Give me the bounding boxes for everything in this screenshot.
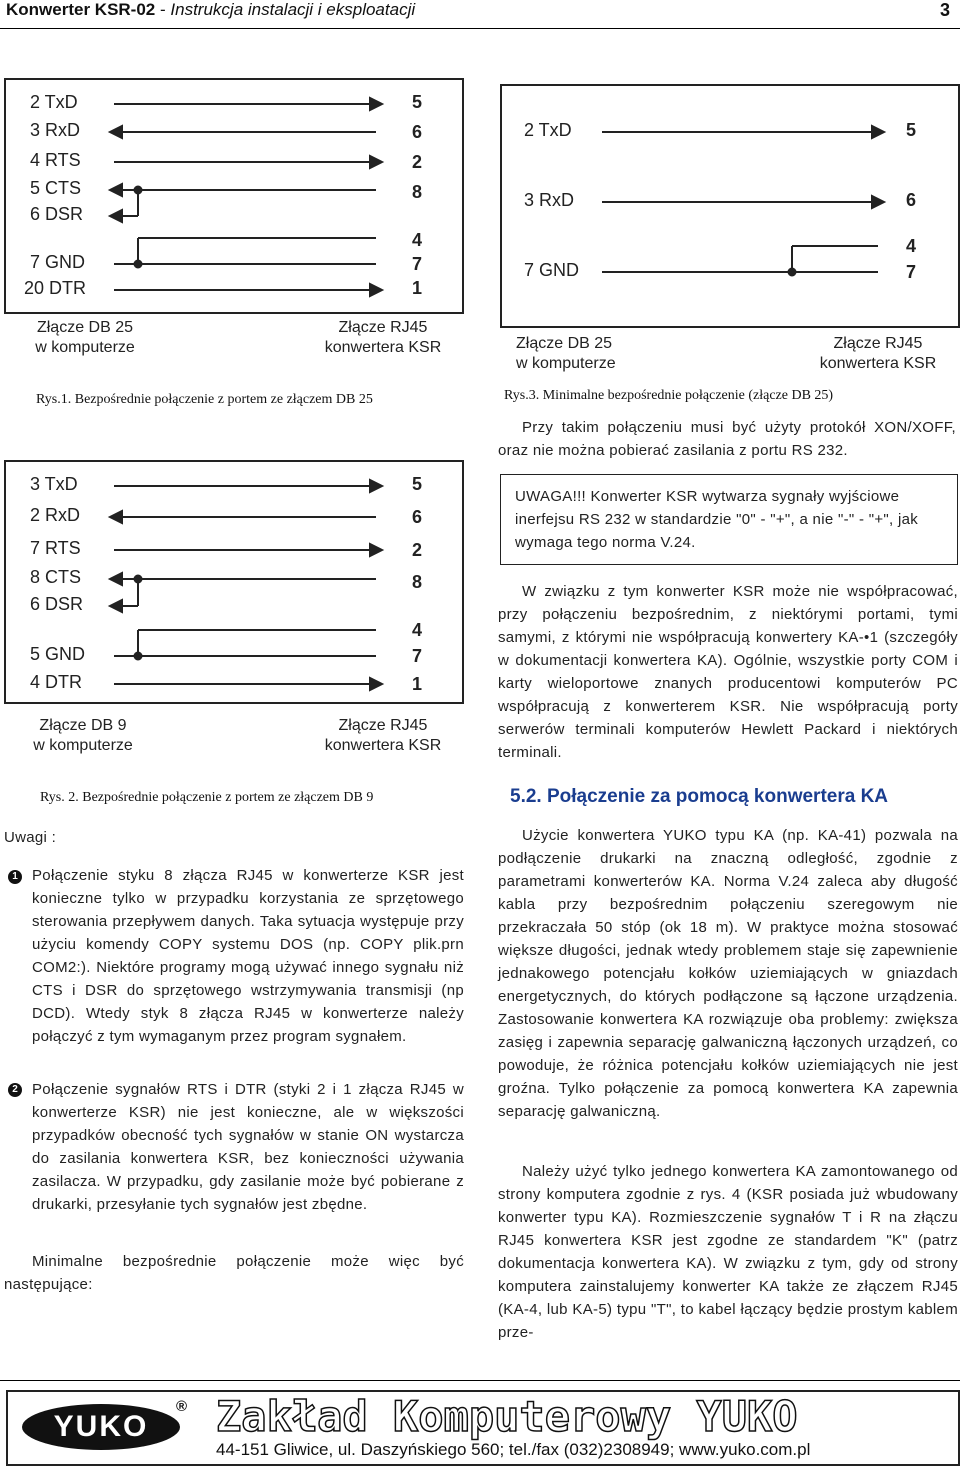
fig3-right-caption: Złącze RJ45 konwertera KSR [819, 335, 937, 372]
header-rule [0, 28, 960, 29]
title-separator: - [160, 0, 166, 19]
fig3-pin-1: 2 TxD [524, 120, 572, 140]
fig2-pin-6: 5 GND [30, 644, 86, 664]
fig1-right-caption: Złącze RJ45 konwertera KSR [324, 319, 442, 356]
fig1-pin-7: 20 DTR [24, 278, 87, 298]
fig2-right-caption: Złącze RJ45 konwertera KSR [324, 717, 442, 754]
fig1-pin-4: 5 CTS [30, 178, 82, 198]
fig2-num-2: 6 [412, 507, 423, 527]
fig2-num-4: 8 [412, 572, 423, 592]
fig2-left-caption: Złącze DB 9 w komputerze [33, 717, 133, 754]
note-2-marker: 2 [8, 1083, 22, 1097]
footer-box [6, 1390, 960, 1466]
fig2-num-7: 1 [412, 674, 423, 694]
fig3-num-4: 7 [906, 262, 917, 282]
compat-paragraph: W związku z tym konwerter KSR może nie współpracować, przy połączeniu bezpośrednim, z niektórymi portami, tymi samymi, z którymi nie współpracują konwertery KA-•1 (szczegóły w dokumentacji konwertera KA). Ogólnie, wszystkie porty COM i karty wieloportowe znanych producentowi komputerów PC współpracują z konwerterem KSR. Nie współpracują porty serwerów terminali komputerów Hewlett Packard i niektórych terminali. [498, 583, 958, 761]
ka-mounting-paragraph: Należy użyć tylko jednego konwertera KA zamontowanego od strony komputera zgodnie z rys. 4 (KSR posiada już wbudowany konwerter typu KA). Rozmieszczenie sygnałów T i R na złączu RJ45 konwertera KSR jest zgodne ze standardem "K" (patrz dokumentacja konwertera KA). W związku z tym, gdy od strony komputera zainstalujemy konwerter KA także ze złączem RJ45 (KA-4, lub KA-5) typu "T", to kabel łączący będzie prostym kablem prze- [498, 1163, 958, 1341]
fig1-num-7: 1 [412, 278, 423, 298]
page-number: 3 [939, 0, 950, 20]
fig1-caption: Rys.1. Bezpośrednie połączenie z portem ze złączem DB 25 [36, 392, 373, 407]
fig2-num-1: 5 [412, 474, 423, 494]
fig2-pin-7: 4 DTR [30, 672, 83, 692]
section-heading: 5.2. Połączenie za pomocą konwertera KA [510, 786, 889, 807]
fig2-pin-3: 7 RTS [30, 538, 81, 558]
note-2-text: Połączenie sygnałów RTS i DTR (styki 2 i 1 złącza RJ45 w konwerterze KSR) nie jest konieczne, ale w większości przypadków obecność tych sygnałów w stanie ON wystarcza do zasilania konwertera KSR, bez konieczności używania zasilacza. W przypadku, gdy zasilanie może być pobierane z drukarki, przesyłanie tych sygnałów jest zbędne. [32, 1081, 464, 1213]
figure-2-diagram [4, 460, 464, 704]
yuko-logo [22, 1404, 180, 1450]
fig1-num-3: 2 [412, 152, 423, 172]
fig2-num-5: 4 [412, 620, 423, 640]
fig1-num-6: 7 [412, 254, 423, 274]
fig3-caption: Rys.3. Minimalne bezpośrednie połączenie (złącze DB 25) [504, 388, 834, 403]
fig1-num-2: 6 [412, 122, 423, 142]
registered-mark: ® [176, 1398, 188, 1415]
figure-3-diagram [500, 84, 960, 328]
fig1-pin-1: 2 TxD [30, 92, 78, 112]
note-1-text: Połączenie styku 8 złącza RJ45 w konwerterze KSR jest konieczne tylko w przypadku korzystania ze sprzętowego sterowania przepływem danych. Taka sytuacja występuje przy użyciu komendy COPY systemu DOS (np. COPY plik.prn COM2:). Niektóre programy mogą używać innego sygnału niż CTS i DSR do sprzętowego wstrzymywania transmisji (np DCD). Wtedy styk 8 złącza RJ45 w konwerterze należy połączyć z tym wymaganym przez program sygnałem. [32, 867, 464, 1045]
note-1-marker: 1 [8, 870, 22, 884]
fig1-pin-6: 7 GND [30, 252, 86, 272]
fig2-pin-1: 3 TxD [30, 474, 78, 494]
warning-box [500, 474, 958, 565]
fig2-pin-4: 8 CTS [30, 567, 82, 587]
fig3-num-1: 5 [906, 120, 917, 140]
fig3-num-2: 6 [906, 190, 917, 210]
fig1-num-1: 5 [412, 92, 423, 112]
figure-1-diagram [4, 78, 464, 314]
fig1-pin-3: 4 RTS [30, 150, 81, 170]
fig3-pin-2: 3 RxD [524, 190, 575, 210]
company-name: Zakład Komputerowy YUKO [216, 1392, 798, 1441]
fig3-pin-3: 7 GND [524, 260, 580, 280]
logo-text: YUKO [53, 1410, 149, 1443]
ka-paragraph: Użycie konwertera YUKO typu KA (np. KA-41) pozwala na podłączenie drukarki na znaczną odległość, zgodnie z parametrami konwerterów KA. Norma V.24 zaleca aby długość kabla przy bezpośrednim połączeniu szeregowym nie przekraczała 50 stóp (ok 18 m). W praktyce można stosować większe długości, jednak wtedy problemem staje się zapewnienie jednakowego potencjału kołków uziemiających w gniazdach energetycznych, do których podłączone są łączone urządzenia. Zastosowanie konwertera KA rozwiązuje oba problemy: zwiększa zasięg i zapewnia separację galwaniczną łączonych urządzeń, co powoduje, że różnica potencjału kołków uziemiających nie jest groźna. Tylko połączenie za pomocą konwertera KA zapewnia separację galwaniczną. [498, 827, 958, 1120]
fig1-pin-5: 6 DSR [30, 204, 84, 224]
fig2-caption: Rys. 2. Bezpośrednie połączenie z portem ze złączem DB 9 [40, 790, 374, 805]
page-header [6, 0, 956, 24]
warning-text: UWAGA!!! Konwerter KSR wytwarza sygnały wyjściowe inerfejsu RS 232 w standardzie "0" - "+", a nie "-" - "+", jak wymaga tego norma V.24. [515, 488, 919, 551]
notes-heading: Uwagi : [4, 829, 57, 846]
fig3-left-caption: Złącze DB 25 w komputerze [516, 335, 616, 372]
fig1-num-4: 8 [412, 182, 423, 202]
minimal-connection-text: Minimalne bezpośrednie połączenie może więc być następujące: [4, 1253, 464, 1293]
fig1-num-5: 4 [412, 230, 423, 250]
xon-xoff-text: Przy takim połączeniu musi być użyty protokół XON/XOFF, oraz nie można pobierać zasilania z portu RS 232. [498, 419, 956, 459]
fig2-pin-5: 6 DSR [30, 594, 84, 614]
footer-rule [0, 1380, 960, 1381]
company-address: 44-151 Gliwice, ul. Daszyńskiego 560; tel./fax (032)2308949; www.yuko.com.pl [216, 1440, 811, 1459]
doc-subtitle: Instrukcja instalacji i eksploatacji [170, 0, 416, 19]
fig2-num-3: 2 [412, 540, 423, 560]
fig2-num-6: 7 [412, 646, 423, 666]
fig3-num-3: 4 [906, 236, 917, 256]
fig1-pin-2: 3 RxD [30, 120, 81, 140]
fig2-pin-2: 2 RxD [30, 505, 81, 525]
doc-title: Konwerter KSR-02 [6, 0, 156, 19]
fig1-left-caption: Złącze DB 25 w komputerze [35, 319, 135, 356]
